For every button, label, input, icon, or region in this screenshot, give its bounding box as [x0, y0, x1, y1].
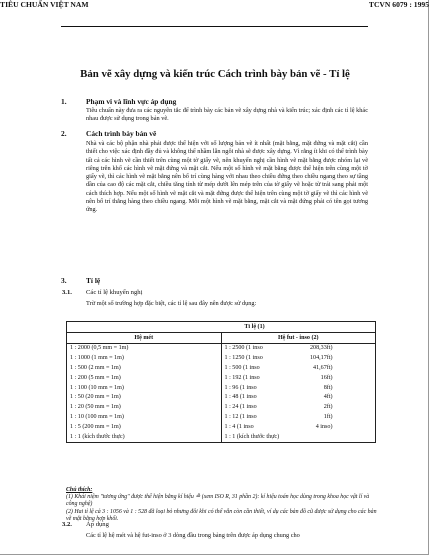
section-3-2-text: Các tỉ lệ hệ mét và hệ fut-inso ở 3 dòng đầu trong bảng trên được áp dụng chung cho: [86, 532, 300, 539]
imperial-scale-cell: 1 : 1 (kích thước thực): [224, 433, 280, 440]
imperial-equivalent-cell: 1ft): [323, 414, 333, 421]
imperial-scale-cell: 1 : 2500 (1 inso: [224, 345, 263, 352]
metric-scale-cell: 1 : 20 (50 mm = 1m): [67, 402, 222, 412]
metric-scale-cell: 1 : 2000 (0,5 mm = 1m): [67, 343, 222, 353]
table-row: [67, 422, 376, 432]
metric-scale-cell: 1 : 500 (2 mm = 1m): [67, 363, 222, 373]
metric-scale-cell: 1 : 1 (kích thước thực): [67, 432, 222, 442]
header-standard-name: TIÊU CHUẨN VIỆT NAM: [0, 0, 89, 9]
metric-column-header: Hệ mét: [67, 332, 222, 343]
imperial-equivalent-cell: 16ft): [320, 374, 333, 381]
metric-scale-cell: 1 : 5 (200 mm = 1m): [67, 422, 222, 432]
section-3-number: 3.: [61, 276, 67, 285]
imperial-equivalent-cell: 2ft): [323, 404, 333, 411]
imperial-equivalent-cell: 4 inso): [315, 423, 333, 430]
table-row: [67, 343, 376, 353]
section-1-heading: Phạm vi và lĩnh vực áp dụng: [86, 97, 177, 106]
table-row: [67, 393, 376, 403]
notes-title: Chú thích:: [66, 487, 93, 493]
table-row: [67, 432, 376, 442]
page-header: [0, 0, 429, 12]
metric-scale-cell: 1 : 1000 (1 mm = 1m): [67, 353, 222, 363]
section-3-1-number: 3.1.: [62, 289, 72, 296]
imperial-scale-cell: 1 : 1250 (1 inso: [224, 355, 263, 362]
metric-scale-cell: 1 : 200 (5 mm = 1m): [67, 373, 222, 383]
header-standard-code: TCVN 6079 : 1995: [368, 0, 429, 9]
header-rule: [61, 26, 368, 27]
metric-scale-cell: 1 : 10 (100 mm = 1m): [67, 412, 222, 422]
imperial-equivalent-cell: 8ft): [323, 384, 333, 391]
metric-scale-cell: 1 : 50 (20 mm = 1m): [67, 393, 222, 403]
section-3-2-heading: Áp dụng: [86, 521, 109, 528]
imperial-equivalent-cell: 208,33ft): [309, 345, 333, 352]
metric-scale-cell: 1 : 100 (10 mm = 1m): [67, 383, 222, 393]
scale-table: [66, 321, 376, 443]
section-2-number: 2.: [61, 129, 67, 138]
table-notes: [66, 487, 378, 523]
note-2: (2) Hai tỉ lệ cả 3 : 1056 và 1 : 528 đã loại bỏ nhưng đôi khi có thể vẫn còn cần thiết, ví dụ các bản đồ cũ được sử dụng cho các bản vẽ mặt bằng hợp khối.: [66, 508, 377, 522]
note-1: (1) Khái niệm "tương ứng" được thể hiện bằng kí hiệu ≙ (xem ISO R, 31 phần 2): kí hiệu toán học dùng trong khoa học vật lí và công nghệ): [66, 494, 370, 508]
table-row: [67, 373, 376, 383]
section-2-heading: Cách trình bày bản vẽ: [86, 129, 157, 138]
imperial-column-header: Hệ fut - inso (2): [221, 332, 376, 343]
imperial-scale-cell: 1 : 24 (1 inso: [224, 404, 257, 411]
imperial-scale-cell: 1 : 96 (1 inso: [224, 384, 257, 391]
section-2-text: Nhà và các bộ phận nhà phải được thể hiện với số lượng bản vẽ ít nhất (mặt bằng, mặt đứng và mặt cắt) cần thiết cho việc xác định đầy đủ và không thể nhầm lẫn ngôi nhà sẽ được xây dựng. Vì rằng ít khi có thể trình bày tất cả các hình vẽ cần thiết trên cùng một tờ giấy vẽ, nên khuyến nghị cần hình vẽ mặt bằng được nhóm lại vẽ riêng trên khổ các hình vẽ mặt đứng và mặt cắt. Nếu một số hình vẽ mặt bằng được thể hiện trên cùng một tờ giấy vẽ, thì các hình vẽ mặt bằng nên bố trí cùng hàng với nhau theo chiều đứng theo chiều ngang theo sự tầng dần của cao độ các mặt cắt, chiều tăng tính từ mép dưới lên mép trên của tờ giấy vẽ hoặc từ trái sang phải một cách thích hợp. Nếu một số hình vẽ mặt cắt và mặt đứng được thể hiện trên cùng một tờ giấy vẽ thì các hình vẽ nên bố trí thẳng hàng theo chiều ngang. Mỗi một hình vẽ mặt bằng, mặt cắt và mặt đứng phải có tên gọi tương ứng.: [86, 140, 368, 214]
section-3-heading: Tỉ lệ: [86, 276, 101, 285]
section-3-2-number: 3.2.: [62, 521, 72, 528]
table-row: [67, 383, 376, 393]
table-row: [67, 363, 376, 373]
imperial-scale-cell: 1 : 4 (1 inso: [224, 423, 254, 430]
imperial-equivalent-cell: 104,17ft): [309, 355, 333, 362]
table-row: [67, 353, 376, 363]
imperial-scale-cell: 1 : 12 (1 inso: [224, 414, 257, 421]
section-3-1-heading: Các tỉ lệ khuyến nghị: [86, 289, 143, 296]
imperial-equivalent-cell: 41,67ft): [313, 365, 333, 372]
scale-table-caption: Tỉ lệ (1): [244, 323, 265, 330]
section-1-number: 1.: [61, 97, 67, 106]
table-row: [67, 402, 376, 412]
imperial-scale-cell: 1 : 500 (1 inso: [224, 365, 260, 372]
section-3-1-text: Trừ một số trường hợp đặc biệt, các tỉ lệ sau đây nên được sử dụng:: [86, 300, 257, 307]
imperial-scale-cell: 1 : 192 (1 inso: [224, 374, 260, 381]
document-title: Bản vẽ xây dựng và kiến trúc Cách trình bày bản vẽ - Tỉ lệ: [80, 68, 350, 80]
imperial-equivalent-cell: 4ft): [323, 394, 333, 401]
section-1-text: Tiêu chuẩn này đưa ra các nguyên tắc để trình bày các bản vẽ xây dựng nhà và kiến trúc; xác định các tỉ lệ khác nhau được sử dụng trong bản vẽ.: [86, 107, 368, 123]
table-row: [67, 412, 376, 422]
imperial-scale-cell: 1 : 48 (1 inso: [224, 394, 257, 401]
